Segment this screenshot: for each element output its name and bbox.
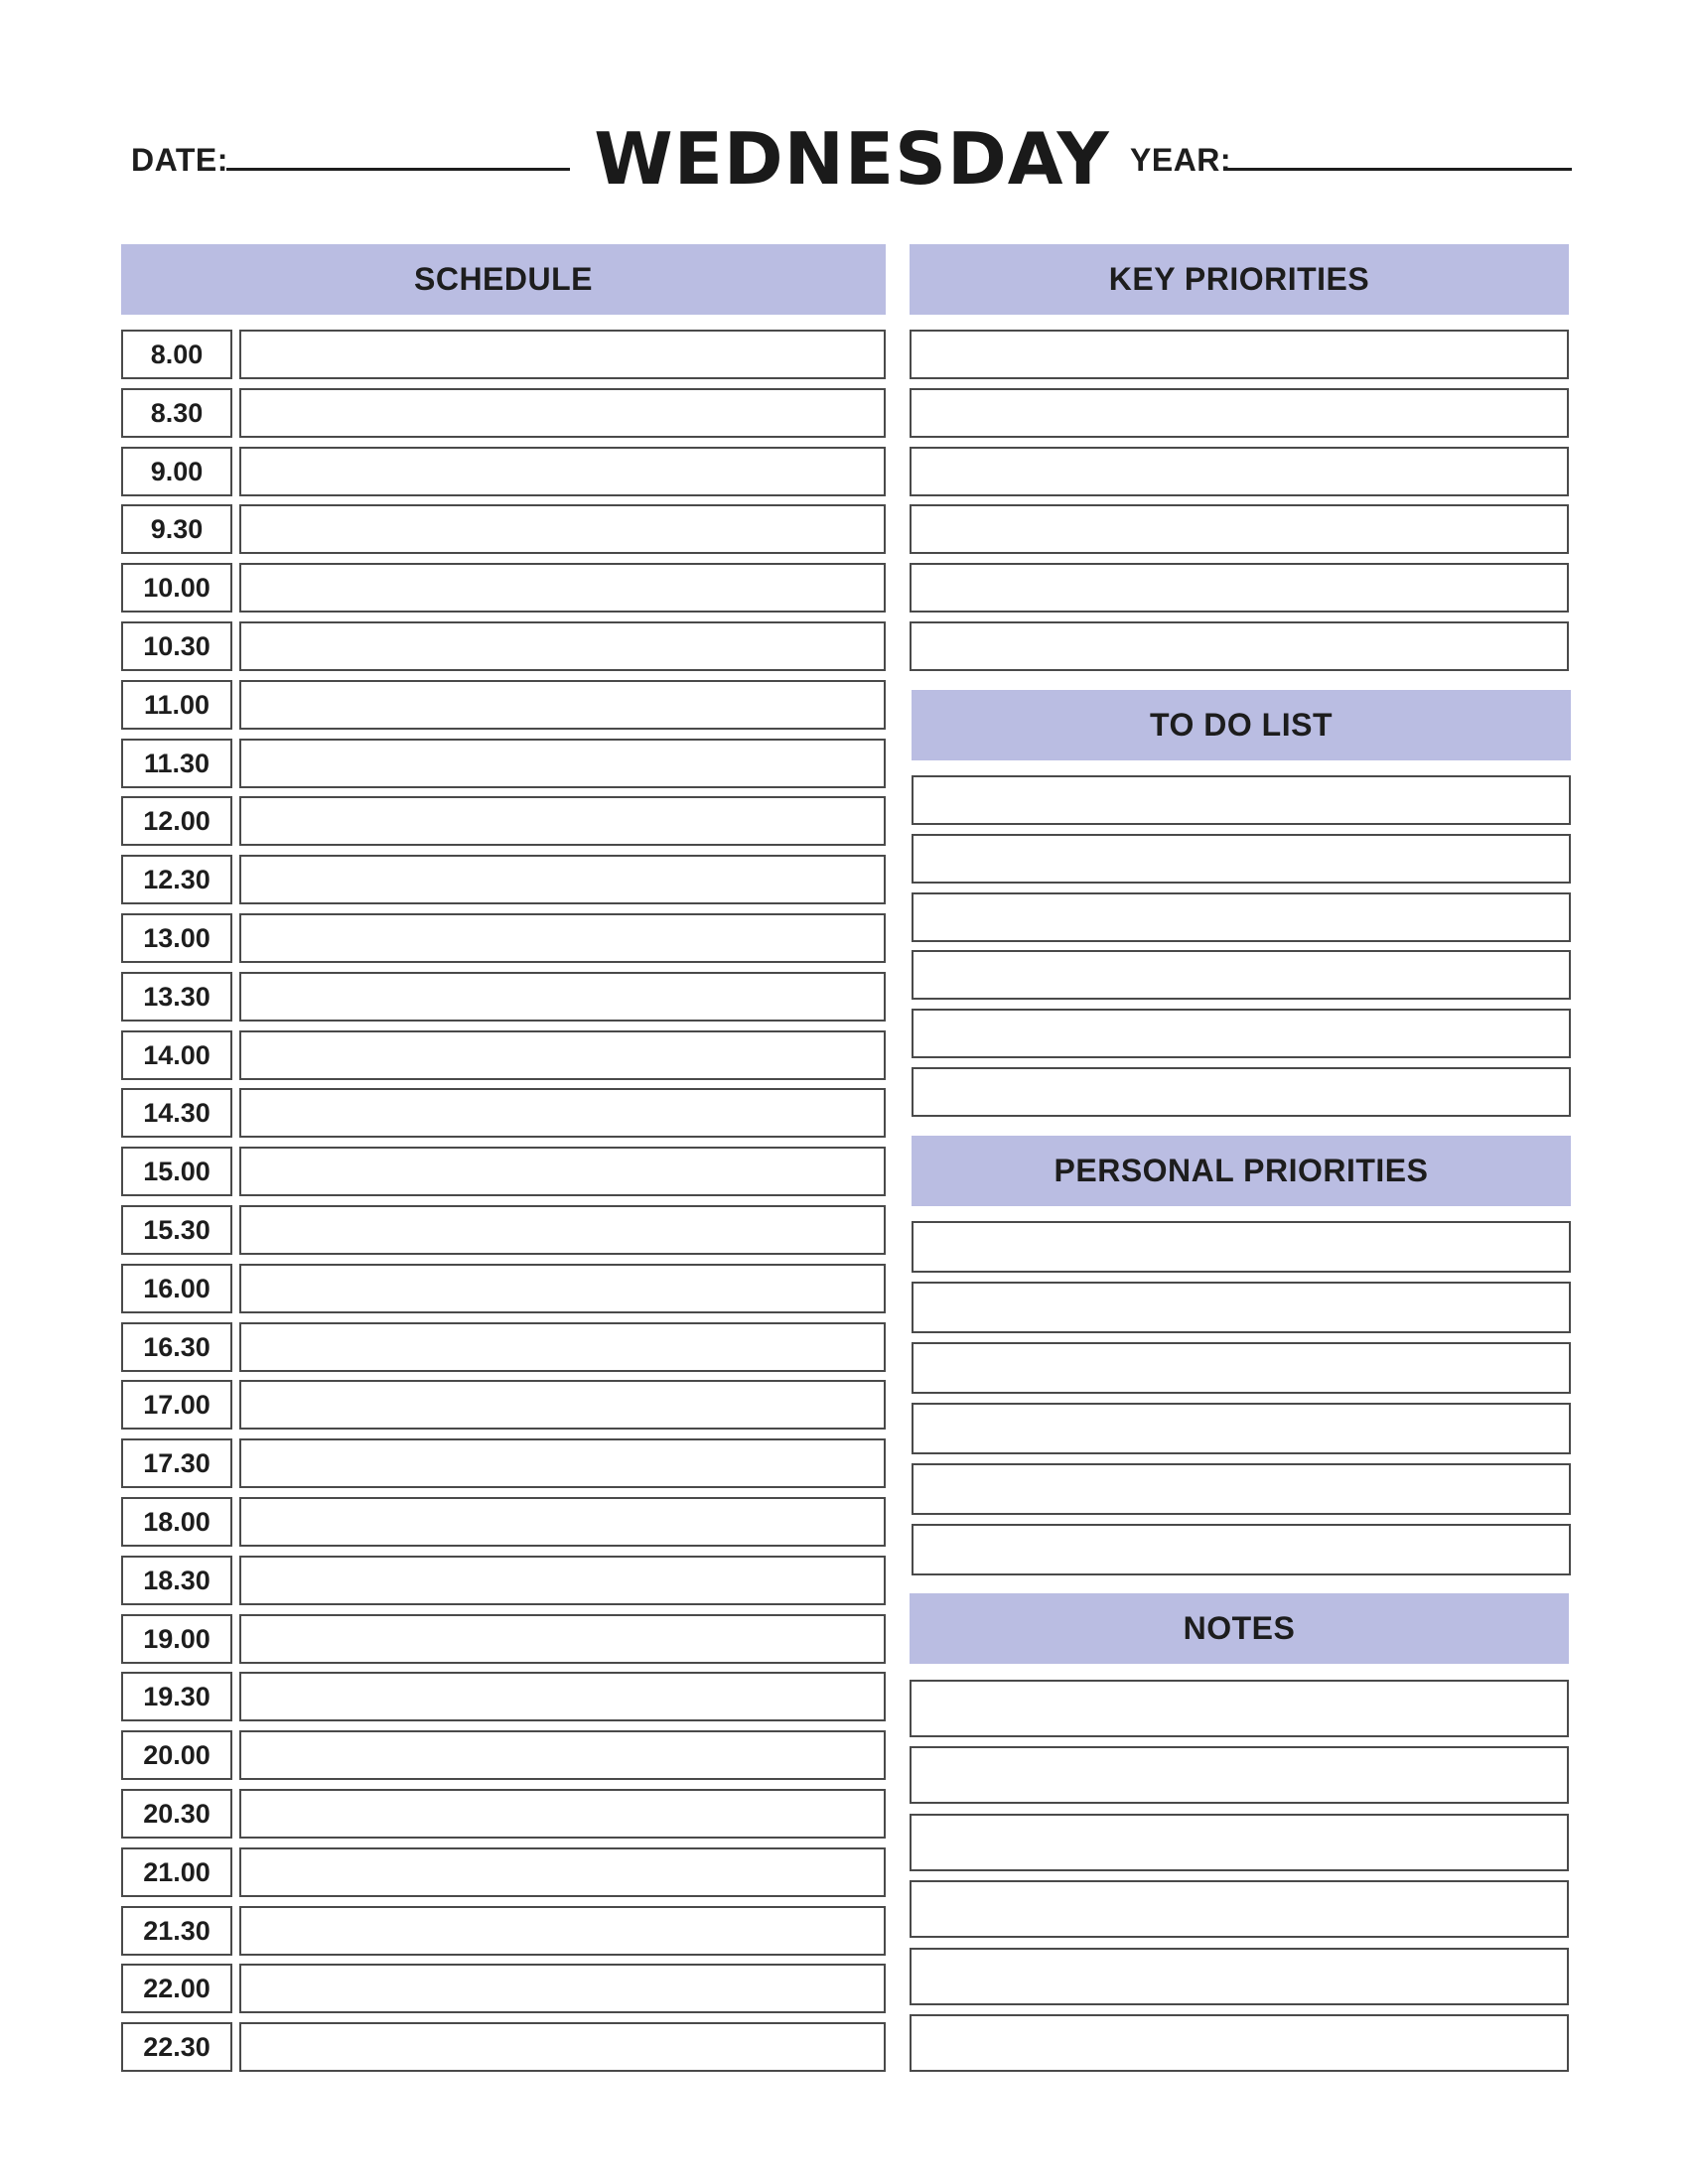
notes-line-box[interactable] <box>910 2014 1569 2072</box>
personal-priorities-header: PERSONAL PRIORITIES <box>912 1136 1571 1206</box>
schedule-entry-box[interactable] <box>239 388 886 438</box>
schedule-time: 18.30 <box>121 1556 232 1605</box>
schedule-time: 18.00 <box>121 1497 232 1547</box>
schedule-entry-box[interactable] <box>239 739 886 788</box>
schedule-time: 12.00 <box>121 796 232 846</box>
key-priority-box[interactable] <box>910 621 1569 671</box>
notes-line-box[interactable] <box>910 1680 1569 1737</box>
schedule-entry-box[interactable] <box>239 1847 886 1897</box>
personal-priority-box[interactable] <box>912 1221 1571 1273</box>
schedule-entry-box[interactable] <box>239 680 886 730</box>
schedule-entry-box[interactable] <box>239 1438 886 1488</box>
to-do-item-box[interactable] <box>912 892 1571 942</box>
schedule-entry-box[interactable] <box>239 1380 886 1430</box>
schedule-time: 19.30 <box>121 1672 232 1721</box>
schedule-time: 8.00 <box>121 330 232 379</box>
schedule-entry-box[interactable] <box>239 330 886 379</box>
schedule-header: SCHEDULE <box>121 244 886 315</box>
key-priority-box[interactable] <box>910 388 1569 438</box>
personal-priority-box[interactable] <box>912 1342 1571 1394</box>
notes-line-box[interactable] <box>910 1948 1569 2005</box>
schedule-time: 10.30 <box>121 621 232 671</box>
schedule-time: 22.00 <box>121 1964 232 2013</box>
schedule-time: 21.30 <box>121 1906 232 1956</box>
schedule-time: 15.00 <box>121 1147 232 1196</box>
year-label: YEAR: <box>1130 142 1232 178</box>
schedule-time: 11.30 <box>121 739 232 788</box>
schedule-time: 16.30 <box>121 1322 232 1372</box>
to-do-item-box[interactable] <box>912 950 1571 1000</box>
schedule-entry-box[interactable] <box>239 621 886 671</box>
to-do-item-box[interactable] <box>912 775 1571 825</box>
to-do-item-box[interactable] <box>912 834 1571 884</box>
schedule-entry-box[interactable] <box>239 1964 886 2013</box>
schedule-entry-box[interactable] <box>239 1672 886 1721</box>
schedule-entry-box[interactable] <box>239 447 886 496</box>
notes-line-box[interactable] <box>910 1880 1569 1938</box>
year-line[interactable] <box>1224 168 1572 171</box>
schedule-entry-box[interactable] <box>239 1322 886 1372</box>
schedule-time: 9.00 <box>121 447 232 496</box>
schedule-entry-box[interactable] <box>239 2022 886 2072</box>
notes-line-box[interactable] <box>910 1814 1569 1871</box>
schedule-time: 22.30 <box>121 2022 232 2072</box>
schedule-entry-box[interactable] <box>239 1497 886 1547</box>
schedule-time: 14.00 <box>121 1030 232 1080</box>
notes-line-box[interactable] <box>910 1746 1569 1804</box>
to-do-item-box[interactable] <box>912 1009 1571 1058</box>
schedule-time: 11.00 <box>121 680 232 730</box>
schedule-time: 9.30 <box>121 504 232 554</box>
key-priority-box[interactable] <box>910 563 1569 613</box>
to-do-list-header: TO DO LIST <box>912 690 1571 760</box>
personal-priority-box[interactable] <box>912 1403 1571 1454</box>
schedule-time: 19.00 <box>121 1614 232 1664</box>
date-line[interactable] <box>226 168 570 171</box>
schedule-time: 13.00 <box>121 913 232 963</box>
schedule-entry-box[interactable] <box>239 1906 886 1956</box>
to-do-item-box[interactable] <box>912 1067 1571 1117</box>
schedule-entry-box[interactable] <box>239 1789 886 1839</box>
schedule-entry-box[interactable] <box>239 1614 886 1664</box>
schedule-entry-box[interactable] <box>239 972 886 1022</box>
schedule-entry-box[interactable] <box>239 504 886 554</box>
key-priorities-header: KEY PRIORITIES <box>910 244 1569 315</box>
schedule-time: 16.00 <box>121 1264 232 1313</box>
schedule-time: 17.00 <box>121 1380 232 1430</box>
schedule-entry-box[interactable] <box>239 1088 886 1138</box>
schedule-time: 17.30 <box>121 1438 232 1488</box>
schedule-time: 14.30 <box>121 1088 232 1138</box>
key-priority-box[interactable] <box>910 504 1569 554</box>
personal-priority-box[interactable] <box>912 1524 1571 1575</box>
schedule-entry-box[interactable] <box>239 1264 886 1313</box>
schedule-entry-box[interactable] <box>239 1147 886 1196</box>
schedule-time: 15.30 <box>121 1205 232 1255</box>
schedule-time: 20.00 <box>121 1730 232 1780</box>
key-priority-box[interactable] <box>910 447 1569 496</box>
schedule-time: 13.30 <box>121 972 232 1022</box>
schedule-entry-box[interactable] <box>239 563 886 613</box>
schedule-entry-box[interactable] <box>239 1730 886 1780</box>
personal-priority-box[interactable] <box>912 1463 1571 1515</box>
schedule-time: 12.30 <box>121 855 232 904</box>
schedule-entry-box[interactable] <box>239 1030 886 1080</box>
notes-header: NOTES <box>910 1593 1569 1664</box>
schedule-entry-box[interactable] <box>239 913 886 963</box>
day-title: WEDNESDAY <box>594 117 1110 201</box>
schedule-time: 8.30 <box>121 388 232 438</box>
date-label: DATE: <box>131 142 228 178</box>
schedule-entry-box[interactable] <box>239 855 886 904</box>
schedule-time: 21.00 <box>121 1847 232 1897</box>
schedule-entry-box[interactable] <box>239 1205 886 1255</box>
key-priority-box[interactable] <box>910 330 1569 379</box>
page-header <box>0 0 1688 199</box>
schedule-time: 10.00 <box>121 563 232 613</box>
personal-priority-box[interactable] <box>912 1282 1571 1333</box>
schedule-time: 20.30 <box>121 1789 232 1839</box>
schedule-entry-box[interactable] <box>239 796 886 846</box>
schedule-entry-box[interactable] <box>239 1556 886 1605</box>
